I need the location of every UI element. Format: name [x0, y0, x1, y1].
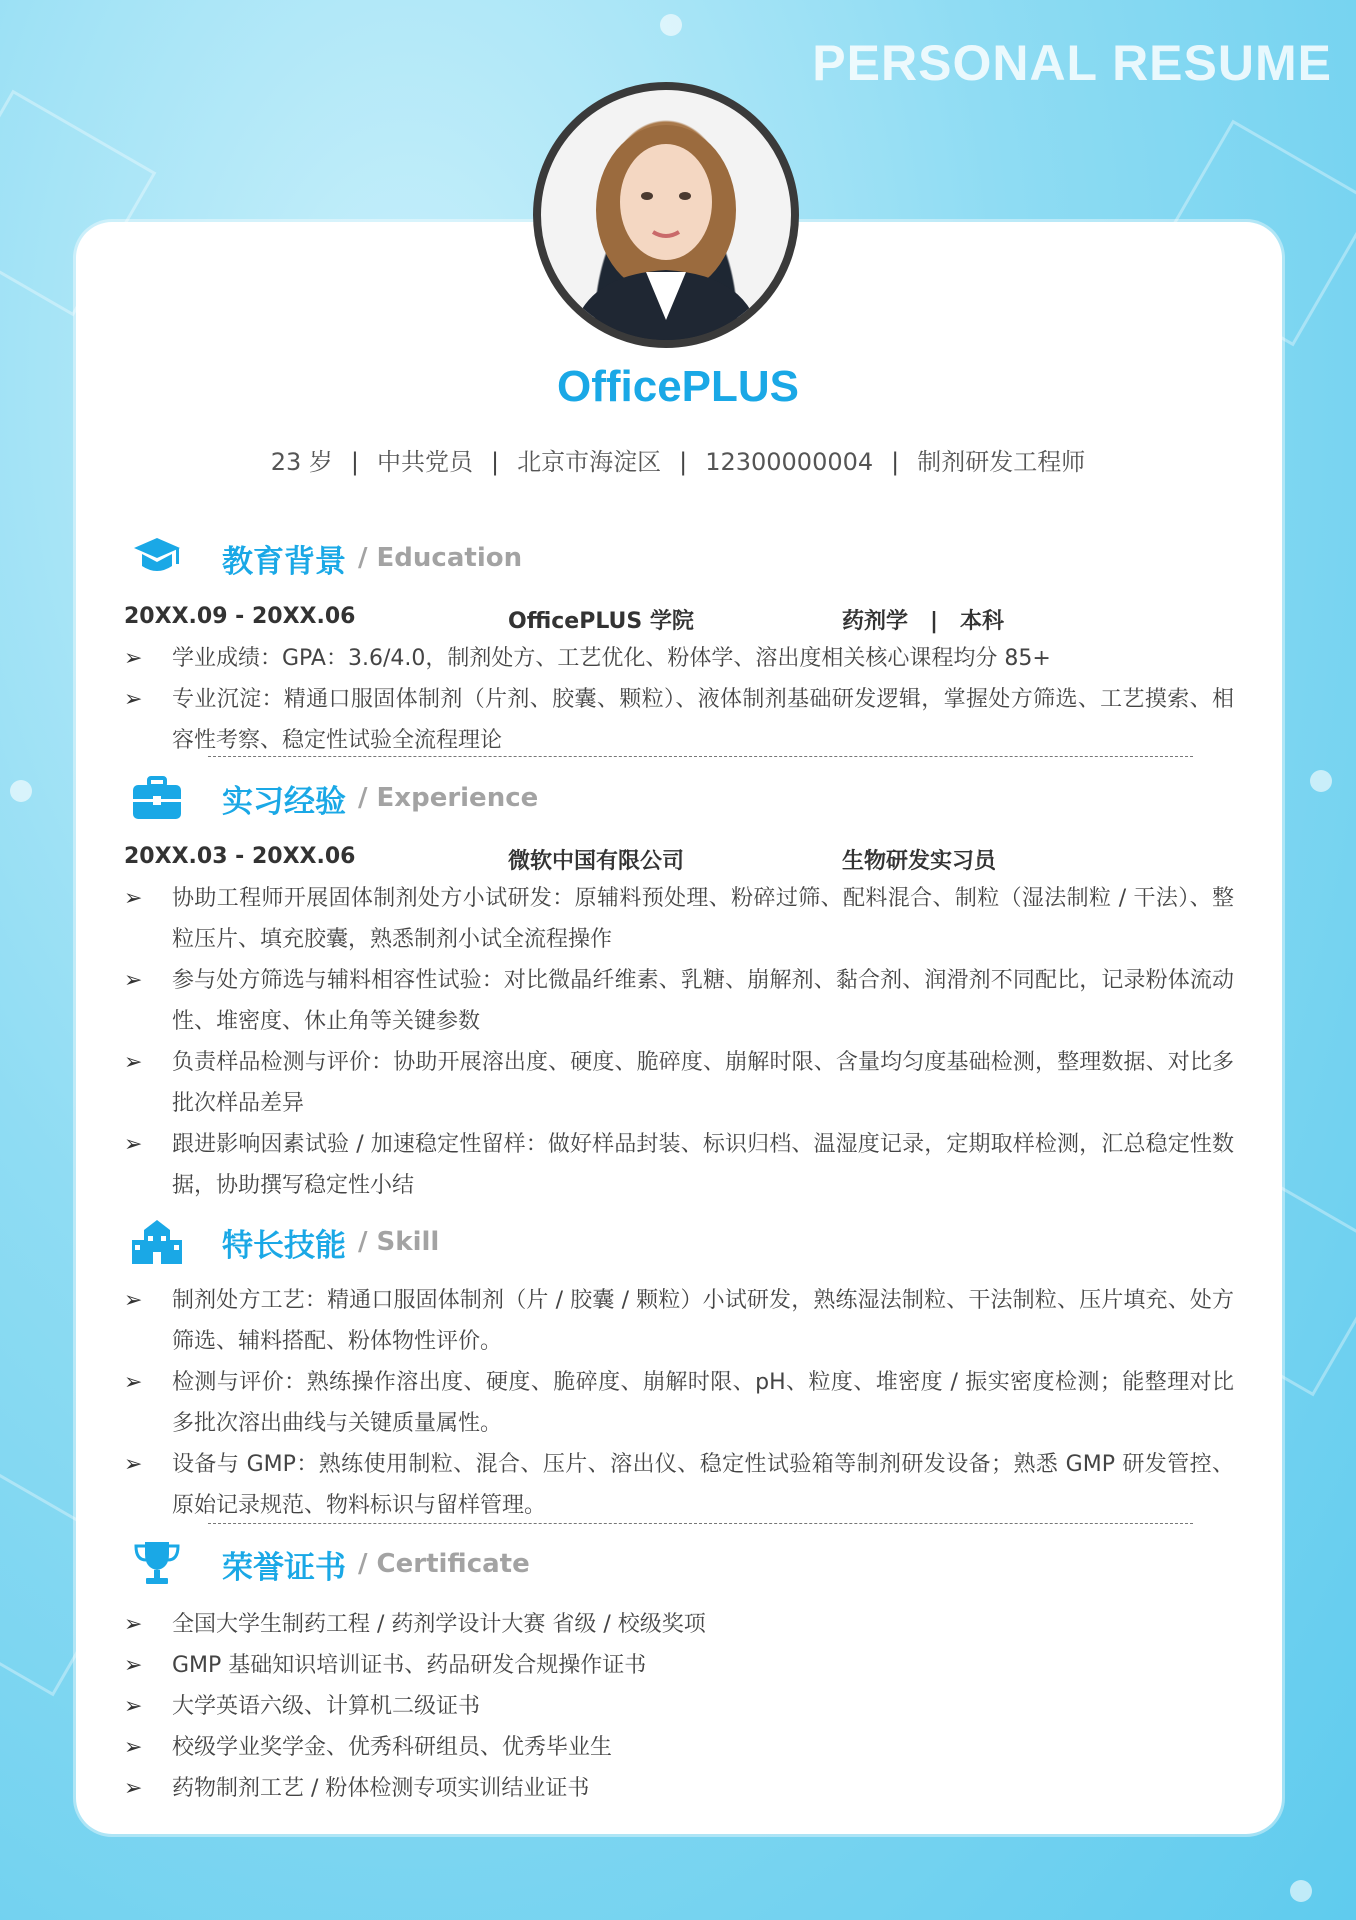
list-item: ➢ 协助工程师开展固体制剂处方小试研发：原辅料预处理、粉碎过筛、配料混合、制粒（湿法制粒 / 干法）、整粒压片、填充胶囊，熟悉制剂小试全流程操作 — [124, 878, 1234, 960]
resume-watermark-title: PERSONAL RESUME — [812, 35, 1332, 91]
list-item: ➢ 参与处方筛选与辅料相容性试验：对比微晶纤维素、乳糖、崩解剂、黏合剂、润滑剂不同配比，记录粉体流动性、堆密度、休止角等关键参数 — [124, 960, 1234, 1042]
bullet-arrow-icon: ➢ — [124, 1452, 143, 1477]
info-separator: | — [679, 448, 688, 476]
profile-info-line — [0, 442, 1356, 477]
bullet-arrow-icon: ➢ — [124, 646, 143, 671]
bullet-arrow-icon: ➢ — [124, 968, 143, 993]
bullet-arrow-icon: ➢ — [124, 886, 143, 911]
info-phone: 12300000004 — [705, 448, 874, 476]
list-item: ➢ 学业成绩：GPA：3.6/4.0，制剂处方、工艺优化、粉体学、溶出度相关核心课程均分 85+ — [124, 638, 1234, 679]
list-item: ➢ 大学英语六级、计算机二级证书 — [124, 1686, 1234, 1727]
profile-name: OfficePLUS — [556, 362, 800, 411]
list-item: ➢ 校级学业奖学金、优秀科研组员、优秀毕业生 — [124, 1727, 1234, 1768]
bullet-arrow-icon: ➢ — [124, 1370, 143, 1395]
education-major: 药剂学 | 本科 — [842, 609, 1005, 634]
briefcase-icon — [130, 772, 184, 824]
section-divider — [208, 756, 1193, 757]
experience-period: 20XX.03 - 20XX.06 — [124, 844, 356, 869]
education-school: OfficePLUS 学院 — [508, 609, 694, 634]
certificate-title-en: / Certificate — [358, 1549, 530, 1579]
info-separator: | — [350, 448, 359, 476]
list-item: ➢ 检测与评价：熟练操作溶出度、硬度、脆碎度、崩解时限、pH、粒度、堆密度 / 振实密度检测；能整理对比多批次溶出曲线与关键质量属性。 — [124, 1362, 1234, 1444]
trophy-icon — [130, 1538, 184, 1590]
bullet-arrow-icon: ➢ — [124, 1776, 143, 1801]
certificate-list — [124, 1604, 1234, 1809]
section-divider — [208, 1523, 1193, 1524]
bullet-arrow-icon: ➢ — [124, 1612, 143, 1637]
bullet-arrow-icon: ➢ — [124, 1288, 143, 1313]
education-title: 教育背景 — [222, 543, 346, 580]
bullet-arrow-icon: ➢ — [124, 1653, 143, 1678]
info-location: 北京市海淀区 — [517, 448, 662, 476]
list-item: ➢ GMP 基础知识培训证书、药品研发合规操作证书 — [124, 1645, 1234, 1686]
education-section-header — [130, 532, 522, 584]
education-title-en: / Education — [358, 543, 523, 573]
info-separator: | — [891, 448, 900, 476]
experience-title-en: / Experience — [358, 783, 539, 813]
list-item: ➢ 制剂处方工艺：精通口服固体制剂（片 / 胶囊 / 颗粒）小试研发，熟练湿法制粒、干法制粒、压片填充、处方筛选、辅料搭配、粉体物性评价。 — [124, 1280, 1234, 1362]
list-item: ➢ 专业沉淀：精通口服固体制剂（片剂、胶囊、颗粒）、液体制剂基础研发逻辑，掌握处方筛选、工艺摸索、相容性考察、稳定性试验全流程理论 — [124, 679, 1234, 761]
experience-company: 微软中国有限公司 — [508, 849, 685, 874]
bullet-arrow-icon: ➢ — [124, 1694, 143, 1719]
info-political-status: 中共党员 — [377, 448, 473, 476]
experience-role: 生物研发实习员 — [842, 849, 997, 874]
certificate-section-header — [130, 1538, 530, 1590]
profile-photo — [533, 82, 799, 348]
graduation-cap-icon — [130, 532, 184, 584]
list-item: ➢ 跟进影响因素试验 / 加速稳定性留样：做好样品封装、标识归档、温湿度记录，定期取样检测，汇总稳定性数据，协助撰写稳定性小结 — [124, 1124, 1234, 1206]
list-item: ➢ 药物制剂工艺 / 粉体检测专项实训结业证书 — [124, 1768, 1234, 1809]
school-building-icon — [130, 1216, 184, 1268]
skill-section-header — [130, 1216, 439, 1268]
experience-section-header — [130, 772, 538, 824]
info-separator: | — [491, 448, 500, 476]
experience-list — [124, 878, 1234, 1206]
education-period: 20XX.09 - 20XX.06 — [124, 604, 356, 629]
skill-title-en: / Skill — [358, 1227, 440, 1257]
portrait-illustration — [541, 90, 791, 340]
certificate-title: 荣誉证书 — [222, 1549, 346, 1586]
info-job-target: 制剂研发工程师 — [917, 448, 1086, 476]
info-age: 23 岁 — [270, 448, 333, 476]
bullet-arrow-icon: ➢ — [124, 1132, 143, 1157]
list-item: ➢ 全国大学生制药工程 / 药剂学设计大赛 省级 / 校级奖项 — [124, 1604, 1234, 1645]
experience-title: 实习经验 — [222, 783, 346, 820]
list-item: ➢ 负责样品检测与评价：协助开展溶出度、硬度、脆碎度、崩解时限、含量均匀度基础检测，整理数据、对比多批次样品差异 — [124, 1042, 1234, 1124]
list-item: ➢ 设备与 GMP：熟练使用制粒、混合、压片、溶出仪、稳定性试验箱等制剂研发设备；熟悉 GMP 研发管控、原始记录规范、物料标识与留样管理。 — [124, 1444, 1234, 1526]
skill-list — [124, 1280, 1234, 1526]
bullet-arrow-icon: ➢ — [124, 1050, 143, 1075]
bullet-arrow-icon: ➢ — [124, 687, 143, 712]
bullet-arrow-icon: ➢ — [124, 1735, 143, 1760]
education-list — [124, 638, 1234, 761]
skill-title: 特长技能 — [222, 1227, 346, 1264]
